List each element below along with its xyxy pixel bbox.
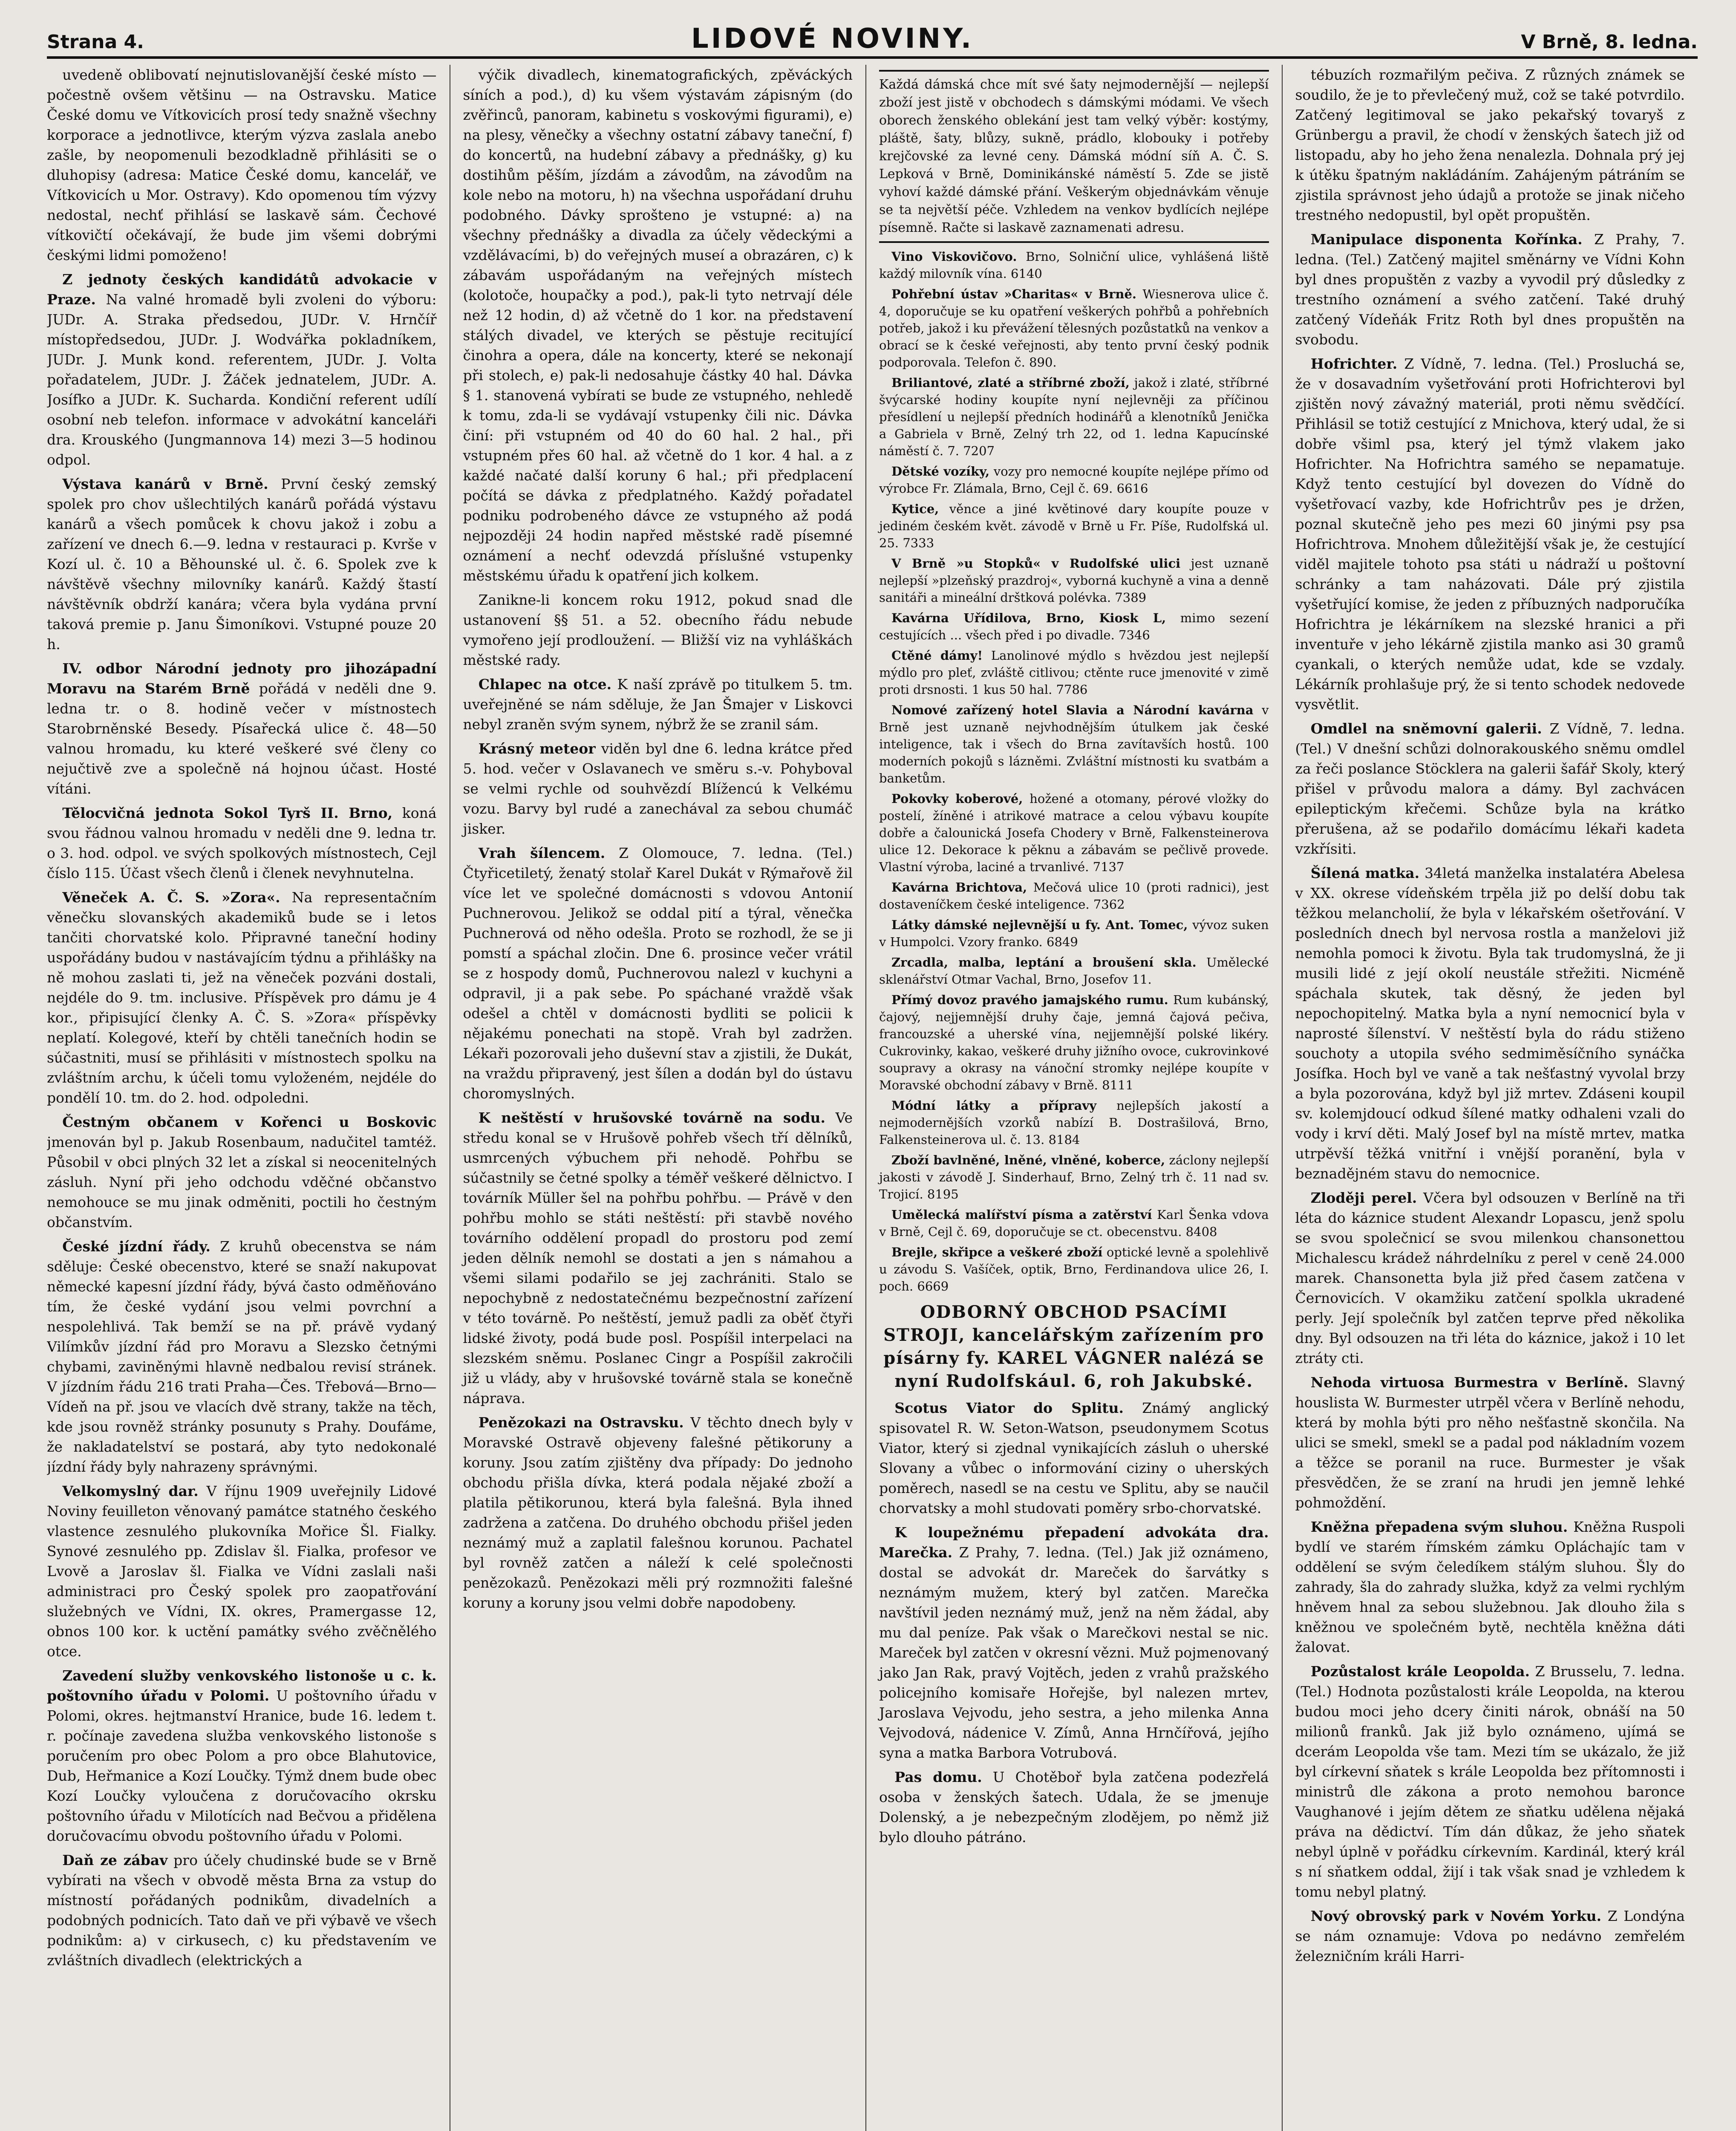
news-article — [47, 1666, 437, 1846]
ad-text: jakož i zlaté, stříbrné švýcarské hodiny koupíte nyní nejlevněji za příčinou přesídlení u nejlepší předních hodinářů a klenotníků Jenička a Gabriela v Brně, Zelný trh 22, od 1. ledna Kapucínské náměstí č. 7. 7207 — [879, 375, 1269, 458]
ad-text: Brno, Solniční ulice, vyhlášená liště každý milovník vína. 6140 — [879, 249, 1269, 281]
article-title: Z jednoty českých kandidátů advokacie v Praze. — [47, 271, 437, 308]
article-title: K loupežnému přepadení advokáta dra. Marečka. — [879, 1524, 1269, 1561]
classified-ad — [879, 790, 1269, 875]
ad-title: Briliantové, zlaté a stříbrné zboží, — [891, 375, 1130, 390]
classified-ad — [879, 647, 1269, 698]
news-article — [1295, 719, 1685, 859]
ad-title: V Brně »u Stopků« v Rudolfské ulici — [891, 556, 1181, 571]
article-text: Na representačním věnečku slovanských akademiků bude se i letos tančiti chorvatské kolo. Připravné taneční hodiny uspořádány budou v nastávajícím týdnu a přihlášky na ně mohou zaslati ti, jež na věneček pozváni dostali, nejdéle do 9. tm. inclusive. Příspěvek pro dámu je 4 kor., připisující členky A. Č. S. »Zora« příspěvky neplatí. Kolegové, kteří by chtěli tanečních hodin se súčastniti, musí se přihlásiti v místnostech spolku na zvláštním archu, k účeli tomu vyloženém, nejdéle do pondělí 10. tm. do 2. hod. odpoledni. — [47, 889, 437, 1106]
classified-ad — [879, 1206, 1269, 1240]
ad-text: Rum kubánský, čajový, nejjemnější druhy čaje, jemná čajová pečiva, francouzské a uherské vína, nejjemnější polské likéry. Cukrovinky, kakao, veškeré druhy jižního ovoce, cukrovinkové soupravy a okrasy na vánoční stromky nejlépe koupíte v Moravské obchodní zábavy v Brně. 8111 — [879, 993, 1269, 1092]
article-title: Šílená matka. — [1310, 865, 1420, 881]
ad-title: Umělecká malířství písma a zatěrství — [891, 1207, 1152, 1222]
classified-ad — [879, 1244, 1269, 1295]
ad-text: vývoz suken v Humpolci. Vzory franko. 6849 — [879, 918, 1269, 949]
ad-title: Kavárna Brichtova, — [891, 880, 1027, 895]
ad-title: Zboží bavlněné, lněné, vlněné, koberce, — [891, 1153, 1165, 1167]
page-label: Strana 4. — [47, 31, 144, 53]
news-article — [463, 674, 853, 734]
classified-ad — [879, 954, 1269, 988]
classified-ad — [879, 609, 1269, 644]
article-title: Penězokazi na Ostravsku. — [478, 1414, 684, 1431]
ad-text: mimo sezení cestujících ... všech před i po divadle. 7346 — [879, 611, 1269, 642]
article-title: Nehoda virtuosa Burmestra v Berlíně. — [1310, 1374, 1629, 1391]
news-article — [47, 887, 437, 1108]
article-title: Zloději perel. — [1310, 1190, 1417, 1206]
article-text: Z Prahy, 7. ledna. (Tel.) Jak již oznámeno, dostal se advokát dr. Mareček do šarvátky s neznámým mužem, který byl zatčen. Marečka navštívil jeden neznámý muž, jenž na něm žádal, aby mu dal peníze. Pak však o Marečkovi nestal se nic. Mareček byl zatčen v okresní vězni. Muž pojmenovaný jako Jan Rak, pravý Vojtěch, jeden z vrahů pražského policejního komisaře Hořejše, byl nalezen mrtev, Jaroslava Vejvodu, jeho sestra, a jeho milenka Anna Vejvodová, nádenice V. Zímů, Anna Hrnčířová, jejího syna a matka Barbora Votrubová. — [879, 1544, 1269, 1761]
classified-ad — [879, 555, 1269, 606]
ad-title: Módní látky a přípravy — [891, 1098, 1097, 1113]
news-article — [1295, 1188, 1685, 1368]
classified-ad — [879, 463, 1269, 497]
article-text: pro účely chudinské bude se v Brně vybírati na všech v obvodě města Brna za vstup do místností pořádaných podnikům, divadelních a podobných podnicích. Tato daň ve při výbavě ve všech podnikům: a) v cirkusech, c) ku představením ve zvláštních divadlech (elektrických a — [47, 1852, 437, 1969]
article-title: Výstava kanárů v Brně. — [62, 476, 268, 492]
article-title: Čestným občanem v Kořenci u Boskovic — [62, 1114, 437, 1130]
notice-box: Každá dámská chce mít své šaty nejmodernější — nejlepší zboží jest jistě v obchodech s dámskými módami. Ve všech oborech ženského oblekání jest tam velký výběr: kostýmy, pláště, šaty, blůzy, sukně, prádlo, klobouky i potřeby krejčovské za levné ceny. Dámská módní síň A. Č. S. Lepková v Brně, Dominikánské náměstí 5. Zde se jistě vyhoví každé dámské přání. Veškerým objednávkám věnuje se ta největší péče. Vzhledem na venkov bydlících nejlépe písemně. Račte si laskavě zaznamenati adresu. — [879, 70, 1269, 243]
article-text: viděn byl dne 6. ledna krátce před 5. hod. večer v Oslavanech ve směru s.-v. Pohyboval se velmi rychle od souhvězdí Blížencú k Velkému vozu. Barvy byl rudé a zanechával za sebou chumáč jisker. — [463, 740, 853, 837]
article-title: Tělocvičná jednota Sokol Tyrš II. Brno, — [62, 805, 393, 821]
article-text: výčik divadlech, kinematografických, zpěváckých síních a pod.), d) ku všem výstavám zápisným (do zvěřinců, panoram, kabinetu s voskovými figurami), e) na plesy, věnečky a všechny ostatní zábavy taneční, f) do koncertů, na hudební zábavy a přednášky, g) ku dostihům pěším, jízdám a závodům, na závodům na kole nebo na motoru, h) na všechna uspořádaní druhu podobného. Dávky sprošteno je vstupné: a) na všechny přednášky a divadla za účely vědeckými a vzdělávacími, b) do veřejných museí a obrazáren, c) k zábavám uspořádaným na veřejných místech (kolotoče, houpačky a pod.), pak-li tyto netrvají déle než 12 hodin, d) až včetně do 1 kor. na představení stálých divadel, ve kterých se pěstuje recitující činohra a opera, dále na koncerty, které se nekonají při stolech, e) pak-li nedosahuje částky 40 hal. Dávka § 1. stanovená vybírati se bude ze vstupného, nehledě k tomu, zda-li se vydávají vstupenky čili nic. Dávka činí: při vstupném od 40 do 60 hal. 2 hal., při vstupném přes 60 hal. až včetně do 1 kor. 4 hal. a z každé načaté další koruny 6 hal.; při předplacení počítá se dávka z předplatného. Každý pořadatel podniku podrobeného dávce ze vstupného až podá nejpozději 24 hodin napřed městské radě písemné oznámení a nechť odevzdá příslušné vstupenky městskému úřadu k opatření jich kolkem. — [463, 66, 853, 584]
news-article — [1295, 1661, 1685, 1902]
article-title: Omdlel na sněmovní galerii. — [1310, 720, 1542, 737]
page-header — [47, 17, 1698, 59]
article-text: K naší zprávě po titulkem 5. tm. uveřejněné se nám sděluje, že Jan Šmajer v Liskovci nebyl zraněn svým synem, nýbrž že se zranil sám. — [463, 676, 853, 733]
news-article — [463, 739, 853, 839]
article-title: Chlapec na otce. — [478, 676, 612, 693]
ad-title: Dětské vozíky, — [891, 464, 990, 479]
classified-ad — [879, 879, 1269, 913]
article-title: Zavedení služby venkovského listonoše u c. k. poštovního úřadu v Polomi. — [47, 1667, 437, 1704]
column-3 — [866, 65, 1283, 2131]
news-article — [1295, 354, 1685, 714]
classified-ad — [879, 1097, 1269, 1148]
ad-title: Pokovky koberové, — [891, 791, 1023, 806]
classified-ad — [879, 1152, 1269, 1203]
article-title: Hofrichter. — [1310, 355, 1398, 372]
classified-ad — [879, 500, 1269, 552]
article-title: Vrah šílencem. — [478, 845, 606, 861]
article-text: uvedeně oblibovatí nejnutislovanější české místo — počestně ovšem většinu — na Ostravsku. Matice České domu ve Vítkovicích prosí tedy snažně všechny korporace a jednotlivce, kterým výzva zaslala anebo zašle, by neopomenuli bezodkladně přihlásiti se o dluhopisy (adresa: Matice České domu, kancelář, ve Vítkovicích u Mor. Ostravy). Kdo opomenou tím výzvy nedostal, nechť přihlásí se laskavě sám. Čechové vítkovičtí očekávají, že bude jim všemi dobrými českými lidmi pomoženo! — [47, 66, 437, 263]
news-article — [47, 65, 437, 265]
article-text: Z Vídně, 7. ledna. (Tel.) V dnešní schůzi dolnorakouského sněmu omdlel za řeči poslance Stöcklera na galerii šafář Skoly, který přišel v průvodu malora a dámy. Byl zachvácen epileptickým křečemi. Schůze byla na krátko přerušena, až se podařilo domácímu lékaři kadeta vzkřísiti. — [1295, 720, 1685, 857]
classified-ad — [879, 374, 1269, 459]
ad-title: Kavárna Uřídilova, Brno, Kiosk L, — [891, 611, 1166, 625]
news-article — [47, 1112, 437, 1232]
news-article — [1295, 1517, 1685, 1657]
article-text: Kněžna Ruspoli bydlí ve starém římském zámku Opláchajíc tam v oddělení se svým čeledíkem stálým sluhou. Šly do zahrady, šla do zahrady služka, když za velmi rychlým hněvem hnal za sebou služebnou. Jak dlouho žila s kněžnou ve společném bytě, nechtěla kněžna dáti žalovat. — [1295, 1519, 1685, 1655]
news-article — [1295, 863, 1685, 1184]
column-4 — [1283, 65, 1698, 2131]
news-article — [47, 658, 437, 799]
ad-text: hožené a otomany, pérové vložky do postelí, žíněné i atrikové matrace a celou výbavu koupíte dobře a čalounická Josefa Chodery v Brně, Falkensteinerova ulice 12. Dekorace k pěknu a zábavám se pečlivě provede. Vlastní výroba, laciné a trvanlivé. 7137 — [879, 791, 1269, 874]
article-title: IV. odbor Národní jednoty pro jihozápadní Moravu na Starém Brně — [47, 660, 437, 697]
article-text: Zanikne-li koncem roku 1912, pokud snad dle ustanovení §§ 51. a 52. obecního řádu nebude vymořeno její prodloužení. — Bližší viz na vyhláškách městské rady. — [463, 592, 853, 668]
ad-title: Přímý dovoz pravého jamajského rumu. — [891, 993, 1168, 1007]
news-article — [47, 474, 437, 654]
news-article — [47, 803, 437, 883]
news-article — [1295, 229, 1685, 349]
news-article — [47, 1850, 437, 1970]
article-text: Včera byl odsouzen v Berlíně na tři léta do káznice student Alexandr Lopascu, jenž spolu se svou společnicí se svou milenkou chansonettou Michalescu krádež náhrdelníku z perel v ceně 24.000 marek. Chansonetta byla již před časem zatčena v Černovicích. V okamžiku zatčení spolkla ukradené perly. Její společník byl zatčen teprve před několika dny. Byl odsouzen na tři léta do káznice, jakož i 10 let ztráty cti. — [1295, 1190, 1685, 1366]
ad-text: Wiesnerova ulice č. 4, doporučuje se ku opatření veškerých pohřbů a pohřebních potřeb, jakož i ku převážení tělesných pozůstatků na venkov a obrací se k české veřejnosti, aby tento první český podnik podporovala. Telefon č. 890. — [879, 287, 1269, 370]
ad-title: Ctěné dámy! — [891, 648, 983, 663]
ad-text: Umělecké sklenářství Otmar Vachal, Brno, Josefov 11. — [879, 955, 1269, 987]
news-article — [1295, 65, 1685, 225]
article-title: Manipulace disponenta Kořínka. — [1310, 231, 1583, 248]
column-2 — [450, 65, 867, 2131]
column-1 — [47, 65, 450, 2131]
ad-text: věnce a jiné květinové dary koupíte pouze v jediném českém květ. závodě v Brně u Fr. Píše, Rudolfská ul. 25. 7333 — [879, 502, 1269, 550]
article-text: koná svou řádnou valnou hromadu v neděli dne 9. ledna tr. o 3. hod. odpol. ve svých spolkových místnostech, Cejl číslo 115. Účast všech členů i členek nevyhnutelna. — [47, 805, 437, 881]
news-article — [463, 65, 853, 586]
ad-text: vozy pro nemocné koupíte nejlépe přímo od výrobce Fr. Zlámala, Brno, Cejl č. 69. 6616 — [879, 464, 1269, 496]
news-article — [463, 590, 853, 670]
news-article — [879, 1522, 1269, 1763]
news-article — [463, 1108, 853, 1408]
dateline: V Brně, 8. ledna. — [1521, 31, 1698, 53]
article-text: Na valné hromadě byli zvoleni do výboru: JUDr. A. Straka předsedou, JUDr. V. Hrnčíř místopředsedou, JUDr. J. Wodvářka pokladníkem, JUDr. J. Munk kond. referentem, JUDr. J. Volta pořadatelem, JUDr. J. Žáček jednatelem, JUDr. A. Josífko a JUDr. K. Sucharda. Kondiční referent udílí osobní neb telefon. informace v advokátní kanceláři dra. Krouského (Jungmannova 14) mezi 3—5 hodinou odpol. — [47, 291, 437, 468]
ad-text: v Brně jest uznaně nejvhodnějším útulkem jak české inteligence, tak i všech do Brna zavítavších hostů. 100 moderních pokojů s lázněmi. Zvláštní místnosti ku svatbám a banketům. — [879, 703, 1269, 785]
article-text: V říjnu 1909 uveřejnily Lidové Noviny feuilleton věnovaný památce statného českého vlastence zesnulého plukovníka Mořice Šl. Fialky. Synové zesnulého pp. Zdislav šl. Fialka, profesor ve Lvově a Jaroslav šl. Fialka ve Vídni zaslali naši administraci pro Český spolek pro zaopatřování služebných ve Vídni, IX. okres, Pramergasse 12, obnos 100 kor. k uctění památky svého zvěčnělého otce. — [47, 1483, 437, 1660]
ad-text: jest uznaně nejlepší »plzeňský prazdroj«, vyborná kuchyně a vina a denně sanitáři a mineální drštková polévka. 7389 — [879, 556, 1269, 605]
article-text: Z Brusselu, 7. ledna. (Tel.) Hodnota pozůstalosti krále Leopolda, na kterou budou moci jeho dcery činiti nárok, obnáší na 50 milionů franků. Jak již bylo oznámeno, ujímá se dcerám Leopolda vše tam. Mezi tím se ukázalo, že již byl církevní sňatek s krále Leopolda bez přítomnosti i ministrů dle zákona a proto nemohou baronce Vaughanové i jejím dětem ze sňatku udělena nějaká práva na dědictví. Tím dán důkaz, že jeho sňatek nebyl úplně v pořádku církevním. Kardinál, který král s ní sňatkem oddal, žijí i tak však snad je vzhledem k tomu nebyl platný. — [1295, 1663, 1685, 1900]
columns — [47, 65, 1698, 2131]
article-text: U Chotěboř byla zatčena podezřelá osoba v ženských šatech. Udala, že se jmenuje Dolenský, a je nebezpečným zlodějem, po němž již bylo dlouho pátráno. — [879, 1769, 1269, 1845]
ad-title: Vino Viskovičovo. — [891, 249, 1017, 264]
classified-ad — [879, 991, 1269, 1094]
article-text: Z Prahy, 7. ledna. (Tel.) Zatčený majitel směnárny ve Vídni Kohn byl dnes propuštěn z vazby a vyvodil prý důsledky z trestního oznámení a svého zatčení. Také druhý zatčený Vídeňák Fritz Roth byl dnes propuštěn na svobodu. — [1295, 231, 1685, 348]
article-title: Krásný meteor — [478, 740, 596, 757]
classified-ad — [879, 916, 1269, 950]
article-text: tébuzích rozmařilým pečiva. Z různých známek se soudilo, že je to převlečený muž, což se také potvrdilo. Zatčený legitimoval se jako pekařský tovaryš z Grünbergu a pravil, že chodí v ženských šatech již od listopadu, aby ho jeho žena nenalezla. Dohnala prý jej k útěku špatným nakládáním. Zahájeným pátráním se zjistila správnost jeho údajů a protože se jinak ničeho trestného nedopustil, byl opět propuštěn. — [1295, 66, 1685, 223]
article-title: Nový obrovský park v Novém Yorku. — [1310, 1908, 1602, 1924]
ad-text: optické levně a spolehlivě u závodu S. Vašíček, optik, Brno, Ferdinandova ulice 26, I. poch. 6669 — [879, 1245, 1269, 1294]
ad-title: Brejle, skřipce a veškeré zboží — [891, 1245, 1103, 1259]
article-text: pořádá v neděli dne 9. ledna tr. o 8. hodině večer v místnostech Starobrněnské Besedy. Písařecká ulice č. 48—50 valnou hromadu, ku které veškeré své členy co nejučtivě zve a společně ná hojnou účast. Hosté vítáni. — [47, 680, 437, 797]
article-text: První český zemský spolek pro chov ušlechtilých kanárů pořádá výstavu kanárů a všech pomůcek k chovu jakož i zobu a zařízení ve dnech 6.—9. ledna v restauraci p. Kvrše v Kozí ul. č. 10 a Běhounské ul. č. 6. Spolek zve k návštěvě všechny milovníky kanárů. Každý štastí návštěvník obdrží kanára; včera byla vydána první taková premie p. Janu Šimoníkovi. Vstupné pouze 20 h. — [47, 476, 437, 653]
ad-text: Mečová ulice 10 (proti radnici), jest dostaveníčkem české inteligence. 7362 — [879, 880, 1269, 912]
article-text: Z Olomouce, 7. ledna. (Tel.) Čtyřicetiletý, ženatý stolař Karel Dukát v Rýmařově žil více let ve společné domácnosti s vdovou Antonií Puchnerovou. Jelikož se oddal pití a týral, věnečka Puchnerová od něho odešla. Proto se rozhodl, že se ji pomstí a spáchal zločin. Dne 6. prosince večer vrátil se z hospody domů, Puchnerovou nalezl v kuchyni a odpravil, ji a pak sebe. Po spáchané vraždě však odešel a chtěl v domácnosti bydliti se policii k nějakému ponechati na stopě. Vrah byl zadržen. Lékaři pozorovali jeho duševní stav a zjistili, že Dukát, na vraždu připravený, jest šílen a dodán byl do ústavu choromyslných. — [463, 845, 853, 1102]
article-text: 34letá manželka instalatéra Abelesa v XX. okrese vídeňském trpěla již po delší dobu tak těžkou melancholií, že byla v lékařském ošetřování. V posledních dnech byl nervosa rostla a manželovi již nemohla pomoci k životu. Byla tak trudomyslná, že ji musili lidé z její okolí neustále střežiti. Nicméně spáchala skutek, tak děsný, že jeden byl nepochopitelný. Matka byla a nyní nemocnicí byla v naprosté šílenství. V neštěstí byla do rádu stiženo souchoty a utopila svého sedmiměsíčního synáčka Josífka. Hoch byl ve vaně a tak nešťastný vyvolal brzy a byla pozorována, když byl již mrtev. Zdáseni koupil sv. kolemjdoucí odkud šílené matky odhaleni vzali do vody i krví děti. Malý Josef byl na místě mrtev, matka utrpěvší těžká vnitřní i vnější poranění, byla v beznadějném stavu do nemocnice. — [1295, 865, 1685, 1182]
article-title: Kněžna přepadena svým sluhou. — [1310, 1519, 1568, 1535]
article-title: Pas domu. — [894, 1769, 982, 1785]
article-text: jmenován byl p. Jakub Rosenbaum, nadučitel tamtéž. Působil v obci plných 32 let a získal si neocenitelných zásluh. Nyní při jeho odchodu vděčné občanstvo nemohouce se mu jinak odměniti, poctili ho čestným občanstvím. — [47, 1134, 437, 1230]
news-article — [47, 1481, 437, 1661]
article-text: V těchto dnech byly v Moravské Ostravě objeveny falešné pětikoruny a koruny. Jsou zatím zjištěny dva případy: Do jednoho obchodu přišla dívka, která podala nějaké zboží a platila pětikorunou, která byla falešná. Byla ihned zadržena a zatčena. Do druhého obchodu přišel jeden neznámý muž a zaplatil falešnou korunou. Pachatel byl rovněž zatčen a náleží k celé společnosti penězokazů. Penězokazi měli prý rozmnožiti falešné koruny a koruny jsou velmi dobře napodobeny. — [463, 1414, 853, 1611]
ad-text: záclony nejlepší jakosti v závodě J. Sinderhauf, Brno, Zelný trh č. 11 nad sv. Trojicí. 8195 — [879, 1153, 1269, 1201]
article-text: Slavný houslista W. Burmester utrpěl včera v Berlíně nehodu, která by mohla býti pro něho nešťastně skončila. Na ulici se smekl, smekl se a padal pod nákladním vozem a těžce se poranil na ruce. Burmester je však přesvědčen, že se zraní na hrudi jen jemně lehké pohmoždění. — [1295, 1374, 1685, 1511]
ad-title: Zrcadla, malba, leptání a broušení skla. — [891, 955, 1197, 970]
article-text: Známý anglický spisovatel R. W. Seton-Watson, pseudonymem Scotus Viator, který si zjednal vynikajících zásluh o uherské Slovany a vůbec o informování ciziny o uherských poměrech, nasedl se na cestu ve Splitu, aby se naučil chorvatsky a mohl studovati poměry srbo-chorvatské. — [879, 1400, 1269, 1516]
article-text: Z Londýna se nám oznamuje: Vdova po nedávno zemřelém železničním králi Harri- — [1295, 1908, 1685, 1964]
masthead: LIDOVÉ NOVINY. — [691, 23, 974, 55]
ad-title: Nomové zařízený hotel Slavia a Národní kavárna — [891, 703, 1254, 717]
article-title: Scotus Viator do Splitu. — [894, 1400, 1124, 1416]
news-article — [463, 843, 853, 1103]
ad-text: Lanolinové mýdlo s hvězdou jest nejlepší mýdlo pro pleť, zvláště citlivou; ctěnte ruce jmenovité v zimě proti drsnosti. 1 kus 50 hal. 7786 — [879, 648, 1269, 697]
ad-text: Karl Šenka vdova v Brně, Cejl č. 69, doporučuje se ct. obecenstvu. 8408 — [879, 1207, 1269, 1239]
ad-text: nejlepších jakostí a nejmodernějších vzorků nabízí B. Dostrašilová, Brno, Falkensteinerova ul. č. 13. 8184 — [879, 1098, 1269, 1147]
article-title: Věneček A. Č. S. »Zora«. — [62, 889, 280, 906]
article-title: České jízdní řády. — [62, 1238, 211, 1255]
ad-title: Pohřební ústav »Charitas« v Brně. — [891, 287, 1137, 301]
article-title: K neštěstí v hrušovské továrně na sodu. — [478, 1109, 825, 1126]
article-title: Velkomyslný dar. — [62, 1483, 199, 1499]
boxed-advertisement: ODBORNÝ OBCHOD PSACÍMI STROJI, kancelářským zařízením pro písárny fy. KAREL VÁGNER nalézá se nyní Rudolfskául. 6, roh Jakubské. — [883, 1302, 1265, 1391]
news-article — [47, 1236, 437, 1477]
news-article — [879, 1398, 1269, 1518]
article-text: U poštovního úřadu v Polomi, okres. hejtmanství Hranice, bude 16. ledem t. r. počínaje zavedena služba venkovského listonoše s poručením pro obec Polom a pro obce Blahutovice, Dub, Heřmanice a Kozí Loučky. Týmž dnem bude obec Kozí Loučky vyloučena z doručovacího okrsku poštovního úřadu v Milotících nad Bečvou a přidělena doručovacímu obvodu poštovního úřadu v Polomi. — [47, 1687, 437, 1844]
news-article — [1295, 1906, 1685, 1966]
news-article — [47, 269, 437, 470]
classified-ad — [879, 286, 1269, 371]
article-text: Ve středu konal se v Hrušově pohřeb všech tří dělníků, usmrcených výbuchem při nehodě. Pohřbu se súčastnily se četné spolky a téměř veškeré dělnictvo. I továrník Müller šel na pohřbu pohřbu. — Právě v den pohřbu mohlo se státi neštěstí: při stavbě nového továrního oddělení propadl do prostoru pod zemí jeden dělník nemohl se dostati a jen s námahou a všemi silami podařilo se jej zachrániti. Stalo se nepochybně z nedostatečnému bezpečnostní zařízení v této továrně. Po neštěstí, jemuž padli za oběť čtyři lidské životy, podá bude posl. Pospíšil interpelaci na slezském sněmu. Poslanec Cingr a Pospíšil zakročili již u vlády, aby v hrušovské továrně stala se konečně náprava. — [463, 1109, 853, 1406]
article-title: Pozůstalost krále Leopolda. — [1310, 1663, 1530, 1680]
article-text: Z Vídně, 7. ledna. (Tel.) Prosluchá se, že v dosavadním vyšetřování proti Hofrichterovi byl zjištěn nový závažný materiál, proti němu svědčící. Přihlásil se totiž cestující z Mnichova, který udal, že si dobře všiml psa, který jel týmž vlakem jako Hofrichter. Na Hofrichtra samého se nepamatuje. Když tento cestující byl dovezen do Vídně do vyšetřovací vazby, kde Hofrichtrův pes je držen, poznal skutečně jeho pes mezi 60 jinými psy psa Hofrichtrova. Mnohem důležitější však je, že cestující viděl majitele tohoto psa státi u nádraží u poštovní schránky a tam naházovati. Dále prý zjistila vyšetřující komise, že jeden z příbuzných nadporučíka Hofrichtra je lékárníkem na slezské hranici a při inventuře v jeho lékárně zjistila manko asi 30 gramů cyankali, o kterých nemůže udat, kde se vzdaly. Lékárník prohlašuje prý, že si tento schodek nedovede vysvětlit. — [1295, 355, 1685, 713]
article-title: Daň ze zábav — [62, 1852, 168, 1868]
news-article — [879, 1767, 1269, 1847]
ad-title: Kytice, — [891, 502, 939, 516]
article-text: Z kruhů obecenstva se nám sděluje: České obecenstvo, které se snaží nakupovat německé kapesní jízdní řády, bývá často odměňováno tím, že české vydání jsou velmi povrchní a nespolehlivá. Tak bemží se na př. právě vydaný Vilímkův jízdní řád pro Moravu a Slezsko četnými chybami, zaviněnými hlavně nedbalou revisí stránek. V jízdním řádu 216 trati Praha—Čes. Třebová—Brno—Vídeň na př. jsou ve vlacích dvě strany, takže na těch, kde jsou rovněž stránky posunuty s Prahy. Doufáme, že nakladatelství se postará, aby tyto nedokonalé jízdní řády byly nahrazeny správnými. — [47, 1238, 437, 1475]
ad-title: Látky dámské nejlevnější u fy. Ant. Tomec, — [891, 918, 1188, 932]
news-article — [1295, 1372, 1685, 1513]
classified-ad — [879, 702, 1269, 787]
news-article — [463, 1412, 853, 1613]
classified-ad — [879, 248, 1269, 282]
